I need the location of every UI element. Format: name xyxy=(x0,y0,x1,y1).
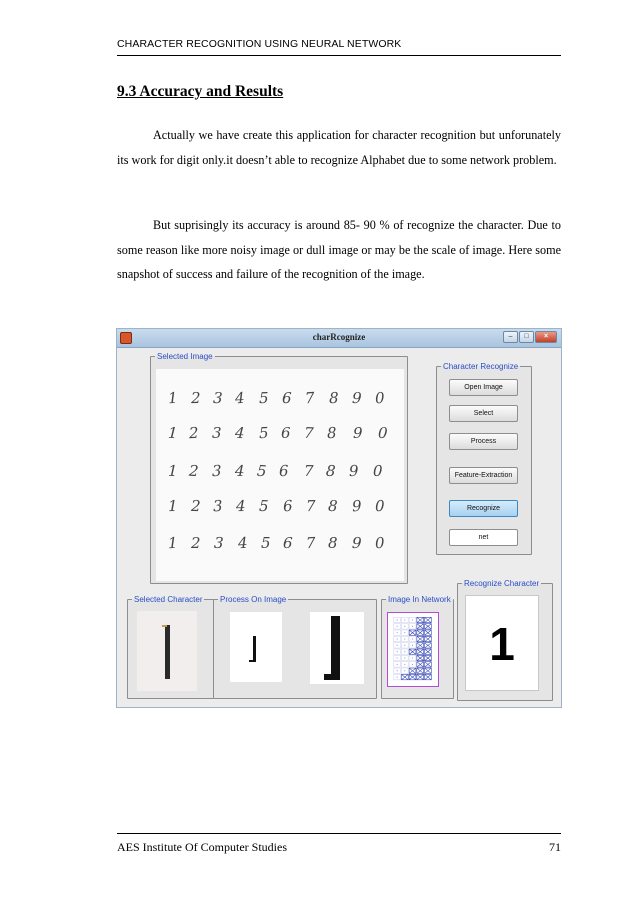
handwritten-digit: 1 xyxy=(167,423,179,443)
handwritten-digit: 7 xyxy=(303,461,314,481)
network-cell-mark xyxy=(409,674,416,679)
handwritten-digit: 3 xyxy=(212,424,222,442)
handwritten-digit: 0 xyxy=(374,533,386,553)
network-cell-mark xyxy=(425,655,432,660)
processed-image-cropped xyxy=(310,612,364,684)
network-cell-mark xyxy=(401,674,408,679)
network-cell-dot xyxy=(397,677,398,678)
network-cell-dot xyxy=(404,632,405,633)
handwritten-digit: 8 xyxy=(328,388,339,408)
network-cell-mark xyxy=(425,636,432,641)
open-image-button[interactable]: Open Image xyxy=(449,379,518,396)
feature-extraction-button[interactable]: Feature-Extraction xyxy=(449,467,518,484)
panel-selected-image-label: Selected Image xyxy=(157,352,213,361)
binary-digit-stroke xyxy=(253,636,256,662)
handwritten-digit: 6 xyxy=(281,424,291,442)
footer-divider xyxy=(117,833,561,834)
footer-institute: AES Institute Of Computer Studies xyxy=(117,840,287,854)
handwritten-digit: 8 xyxy=(325,461,337,481)
network-cell-mark xyxy=(425,668,432,673)
network-cell-dot xyxy=(404,664,405,665)
digit-row xyxy=(156,462,404,492)
paragraph-1: Actually we have create this application for character recognition but unforunately its work for digit only.it doesn’t able to recognize Alphabet due to some network problem. xyxy=(117,128,561,167)
network-cell-dot xyxy=(397,645,398,646)
network-cell-dot xyxy=(412,638,413,639)
network-cell-mark xyxy=(425,643,432,648)
handwritten-digit: 8 xyxy=(327,496,338,516)
network-cell-mark xyxy=(425,617,432,622)
network-cell-mark xyxy=(417,630,424,635)
panel-process-on-image-label: Process On Image xyxy=(220,595,287,604)
network-cell-dot xyxy=(397,632,398,633)
handwritten-digit: 9 xyxy=(353,424,363,442)
network-cell-dot xyxy=(397,619,398,620)
handwritten-digit: 4 xyxy=(234,423,246,443)
network-cell-mark xyxy=(417,668,424,673)
app-screenshot-figure xyxy=(116,328,562,708)
panel-character-recognize-label: Character Recognize xyxy=(443,362,519,371)
handwritten-digit: 0 xyxy=(377,423,389,443)
handwritten-digit: 7 xyxy=(303,423,315,443)
digit-row xyxy=(156,497,404,527)
network-cell-mark xyxy=(417,617,424,622)
binary-digit-base xyxy=(249,660,256,662)
network-cell-mark xyxy=(417,624,424,629)
net-button[interactable]: net xyxy=(449,529,518,546)
minimize-icon[interactable]: – xyxy=(503,331,518,343)
handwritten-digit: 6 xyxy=(282,533,294,553)
window-title: charRcognize xyxy=(312,332,366,342)
section-title: 9.3 Accuracy and Results xyxy=(117,83,284,100)
running-header: CHARACTER RECOGNITION USING NEURAL NETWORK xyxy=(117,38,561,56)
handwritten-digit: 3 xyxy=(212,388,223,408)
handwritten-digit: 0 xyxy=(374,388,386,408)
recognize-button[interactable]: Recognize xyxy=(449,500,518,517)
network-cell-mark xyxy=(409,668,416,673)
processed-image-binary xyxy=(230,612,282,682)
handwritten-digit: 6 xyxy=(278,461,289,481)
cropped-digit-base xyxy=(324,674,340,680)
handwritten-digit: 5 xyxy=(261,534,271,552)
handwritten-digit: 8 xyxy=(328,534,338,552)
handwritten-digit: 2 xyxy=(190,496,201,516)
network-cell-mark xyxy=(425,624,432,629)
network-cell-dot xyxy=(397,664,398,665)
handwritten-digit: 7 xyxy=(304,388,316,408)
handwritten-digit: 4 xyxy=(234,388,246,408)
recognized-character-display: 1 xyxy=(465,595,539,691)
network-cell-dot xyxy=(404,619,405,620)
digit-row xyxy=(156,389,404,419)
panel-recognize-character-label: Recognize Character xyxy=(464,579,540,588)
panel-selected-character-label: Selected Character xyxy=(134,595,203,604)
panel-image-in-network-label: Image In Network xyxy=(388,595,451,604)
network-cell-dot xyxy=(397,657,398,658)
network-cell-mark xyxy=(425,662,432,667)
handwritten-digit: 4 xyxy=(234,461,245,481)
network-cell-dot xyxy=(404,645,405,646)
network-cell-mark xyxy=(417,655,424,660)
network-cell-dot xyxy=(412,619,413,620)
handwritten-digit: 2 xyxy=(191,534,201,552)
handwritten-digit: 2 xyxy=(190,388,201,408)
handwritten-digit: 9 xyxy=(348,461,359,481)
network-cell-dot xyxy=(404,626,405,627)
network-cell-mark xyxy=(425,649,432,654)
handwritten-digit: 8 xyxy=(326,423,338,443)
handwritten-digit: 2 xyxy=(188,461,200,481)
page-number: 71 xyxy=(549,840,561,854)
network-cell-mark xyxy=(409,649,416,654)
network-grid xyxy=(387,612,439,687)
handwritten-digit: 1 xyxy=(167,461,178,481)
handwritten-digit: 1 xyxy=(167,496,178,516)
cropped-digit-stroke xyxy=(331,616,340,680)
network-cell-dot xyxy=(404,651,405,652)
digit-row xyxy=(156,424,404,454)
network-cell-dot xyxy=(397,638,398,639)
handwritten-digit: 6 xyxy=(282,496,294,516)
selected-digit-highlight xyxy=(162,625,167,627)
handwritten-digit: 0 xyxy=(372,461,383,481)
network-cell-mark xyxy=(417,636,424,641)
network-cell-dot xyxy=(397,626,398,627)
process-button[interactable]: Process xyxy=(449,433,518,450)
selected-image-canvas xyxy=(156,369,404,581)
handwritten-digit: 3 xyxy=(212,496,224,516)
select-button[interactable]: Select xyxy=(449,405,518,422)
network-cell-mark xyxy=(409,630,416,635)
network-cell-dot xyxy=(412,645,413,646)
handwritten-digit: 0 xyxy=(374,496,385,516)
network-cell-dot xyxy=(404,657,405,658)
handwritten-digit: 5 xyxy=(258,496,269,516)
handwritten-digit: 9 xyxy=(351,533,363,553)
handwritten-digit: 4 xyxy=(237,533,249,553)
network-cell-mark xyxy=(425,630,432,635)
selected-character-image xyxy=(137,611,197,691)
handwritten-digit: 5 xyxy=(258,388,269,408)
paragraph-2: But suprisingly its accuracy is around 85- 90 % of recognize the character. Due to some reason like more noisy image or dull image or may be the scale of image. Here some snapshot of success and failure of the recognition of the image. xyxy=(117,218,561,282)
handwritten-digit: 7 xyxy=(305,496,316,516)
close-icon[interactable]: × xyxy=(535,331,557,343)
handwritten-digit: 5 xyxy=(256,461,268,481)
handwritten-digit: 3 xyxy=(211,461,222,481)
maximize-icon[interactable]: □ xyxy=(519,331,534,343)
network-cell-mark xyxy=(417,643,424,648)
network-cell-dot xyxy=(404,670,405,671)
handwritten-digit: 4 xyxy=(235,496,246,516)
handwritten-digit: 1 xyxy=(167,533,179,553)
window-titlebar xyxy=(117,329,561,348)
network-cell-dot xyxy=(412,626,413,627)
digit-row xyxy=(156,534,404,564)
handwritten-digit: 1 xyxy=(167,388,179,408)
handwritten-digit: 5 xyxy=(258,423,270,443)
selected-digit-stroke xyxy=(165,625,170,679)
handwritten-digit: 2 xyxy=(188,423,200,443)
handwritten-digit: 6 xyxy=(281,388,292,408)
network-cell-mark xyxy=(417,674,424,679)
handwritten-digit: 3 xyxy=(213,533,225,553)
handwritten-digit: 7 xyxy=(305,533,317,553)
handwritten-digit: 9 xyxy=(351,388,362,408)
network-cell-mark xyxy=(417,662,424,667)
window-controls xyxy=(503,331,557,343)
network-cell-dot xyxy=(397,651,398,652)
network-cell-dot xyxy=(412,664,413,665)
network-cell-dot xyxy=(412,657,413,658)
network-cell-dot xyxy=(397,670,398,671)
network-cell-dot xyxy=(404,638,405,639)
handwritten-digit: 9 xyxy=(351,496,363,516)
network-cell-mark xyxy=(417,649,424,654)
network-cell-mark xyxy=(425,674,432,679)
